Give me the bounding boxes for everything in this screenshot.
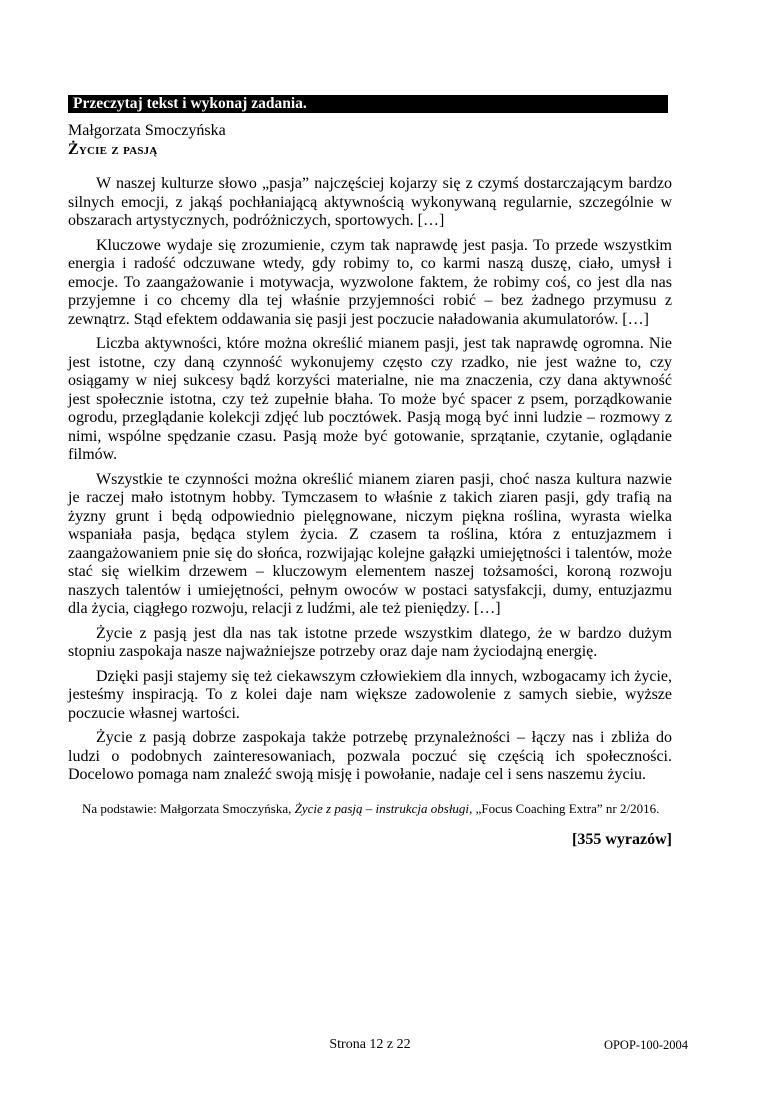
paragraph-2: Kluczowe wydaje się zrozumienie, czym tak naprawdę jest pasja. To przede wszystkim energia i radość odczuwane wtedy, gdy robimy to, co karmi naszą duszę, ciało, umysł i emocje. To zaangażowanie i motywacja, wyzwolone faktem, że robimy coś, co jest dla nas przyjemne i co chcemy dla tej właśnie przyjemności robić – bez żadnego przymusu z zewnątrz. Stąd efektem oddawania się pasji jest poczucie naładowania akumulatorów. […] [68, 236, 672, 328]
page-number: Strona 12 z 22 [329, 1037, 411, 1052]
text-column [68, 95, 672, 849]
paragraph-3: Liczba aktywności, które można określić mianem pasji, jest tak naprawdę ogromna. Nie jest istotne, czy daną czynność wykonujemy często czy rzadko, nie jest ważne to, czy osiągamy w niej sukcesy bądź korzyści materialne, nie ma znaczenia, czy dana aktywność jest społecznie istotna, czy też zupełnie błaha. To może być spacer z psem, porządkowanie ogrodu, przeglądanie kolekcji zdjęć lub pocztówek. Pasją mogą być inni ludzie – rozmowy z nimi, wspólne spędzanie czasu. Pasją może być gotowanie, sprzątanie, czytanie, oglądanie filmów. [68, 335, 672, 463]
paragraph-4: Wszystkie te czynności można określić mianem ziaren pasji, choć nasza kultura nazwie je raczej mało istotnym hobby. Tymczasem to właśnie z takich ziaren pasji, gdy trafią na żyzny grunt i będą odpowiednio pielęgnowane, niczym piękna roślina, wyrasta wielka wspaniała pasja, będąca stylem życia. Z czasem ta roślina, która z entuzjazmem i zaangażowaniem pnie się do słońca, rozwijając kolejne gałązki umiejętności i talentów, może stać się wielkim drzewem – kluczowym elementem naszej tożsamości, koroną rozwoju naszych talentów i umiejętności, pełnym owoców w postaci satysfakcji, dumy, entuzjazmu dla życia, ciągłego rozwoju, relacji z ludźmi, ale też pieniędzy. […] [68, 470, 672, 617]
paragraph-7: Życie z pasją dobrze zaspokaja także potrzebę przynależności – łączy nas i zbliża do ludzi o podobnych zainteresowaniach, pozwala poczuć się częścią ich społeczności. Docelowo pomaga nam znaleźć swoją misję i powołanie, nadaje cel i sens naszemu życiu. [68, 729, 672, 783]
word-count-badge: [355 wyrazów] [572, 830, 672, 848]
instruction-banner-label: Przeczytaj tekst i wykonaj zadania. [73, 95, 307, 112]
source-work-title: Życie z pasją – instrukcja obsługi [294, 800, 470, 816]
page-footer [68, 1036, 688, 1053]
text-title: Życie z pasją [68, 141, 158, 158]
instruction-banner [68, 95, 668, 113]
paragraph-6: Dzięki pasji stajemy się też ciekawszym człowiekiem dla innych, wzbogacamy ich życie, jesteśmy inspiracją. To z kolei daje nam większe zadowolenie z samych siebie, wyższe poczucie własnej wartości. [68, 667, 672, 722]
author-name: Małgorzata Smoczyńska [68, 122, 226, 139]
source-prefix: Na podstawie: Małgorzata Smoczyńska, [82, 800, 295, 816]
text-body [68, 175, 672, 785]
paragraph-5: Życie z pasją jest dla nas tak istotne przede wszystkim dlatego, że w bardzo dużym stopniu zaspokaja nasze najważniejsze potrzeby oraz daje nam życiodajną energię. [68, 624, 672, 660]
source-suffix: , „Focus Coaching Extra” nr 2/2016. [469, 800, 660, 816]
paragraph-1: W naszej kulturze słowo „pasja” najczęściej kojarzy się z czymś dostarczającym bardzo silnych emocji, z jakąś pochłaniającą aktywnością wykonywaną regularnie, szczególnie w obszarach artystycznych, podróżniczych, sportowych. […] [68, 175, 672, 229]
form-code: OPOP-100-2004 [603, 1038, 688, 1052]
source-note [82, 801, 672, 817]
